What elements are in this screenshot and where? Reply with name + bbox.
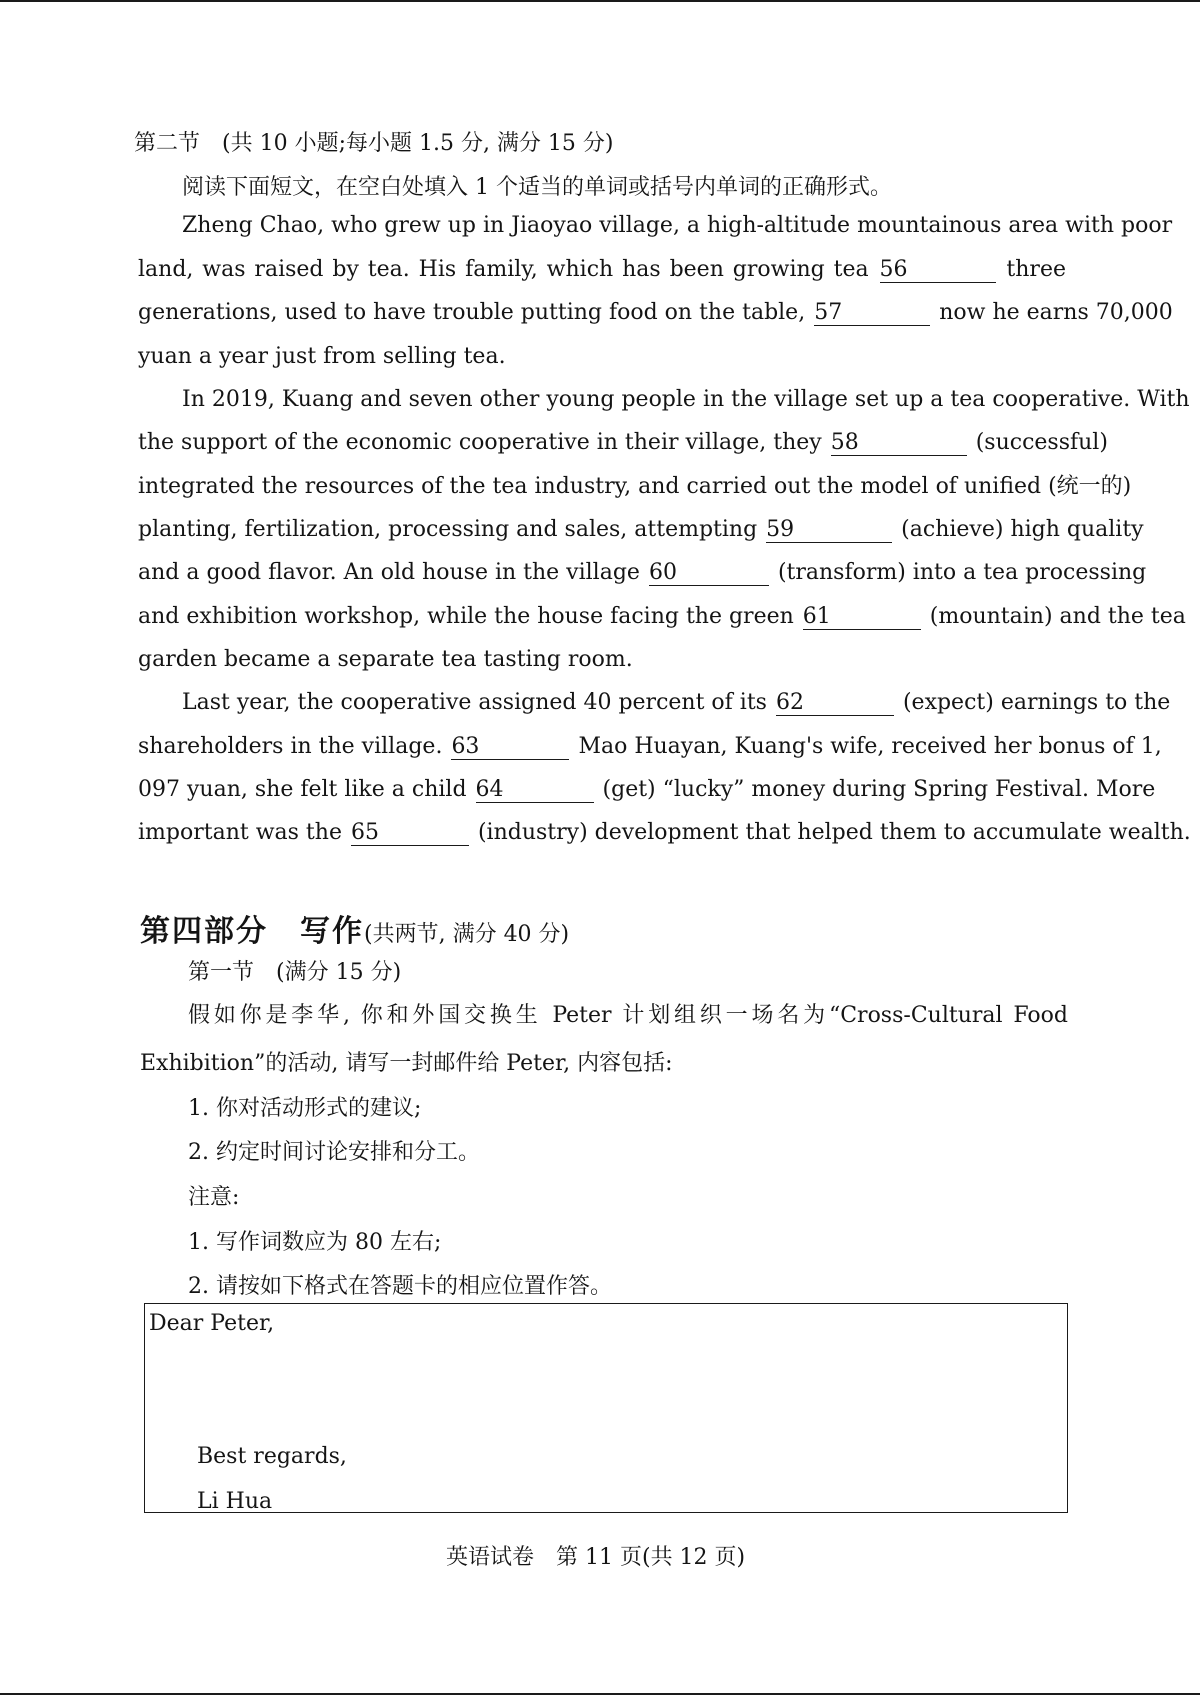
passage-text: Last year, the cooperative assigned 40 percent of its <box>182 690 767 715</box>
passage-line: yuan a year just from selling tea. <box>138 344 506 369</box>
passage-text: (expect) earnings to the <box>902 690 1171 715</box>
passage-text: shareholders in the village. <box>138 734 443 759</box>
passage-text: three <box>1006 257 1066 282</box>
top-rule <box>0 0 1200 2</box>
passage-text: and a good flavor. An old house in the village <box>138 560 640 585</box>
passage-text: (mountain) and the tea <box>929 604 1186 629</box>
passage-text: (achieve) high quality <box>901 517 1144 542</box>
letter-format-box <box>144 1303 1068 1513</box>
passage-line <box>182 688 1171 718</box>
writing-note-label: 注意: <box>188 1185 240 1210</box>
page-footer: 英语试卷 第 11 页(共 12 页) <box>446 1545 746 1570</box>
passage-line <box>138 428 1108 458</box>
passage-line <box>138 775 1156 805</box>
blank-61[interactable]: 61 <box>803 605 921 630</box>
part4-section1-heading: 第一节 (满分 15 分) <box>188 960 402 985</box>
writing-prompt-line: Exhibition”的活动, 请写一封邮件给 Peter, 内容包括: <box>140 1051 673 1076</box>
passage-line <box>138 558 1147 588</box>
passage-line <box>138 732 1162 762</box>
blank-58[interactable]: 58 <box>831 431 967 456</box>
writing-item: 1. 你对活动形式的建议; <box>188 1096 422 1121</box>
blank-62[interactable]: 62 <box>776 691 894 716</box>
passage-text: land, was raised by tea. His family, which has been growing tea <box>138 257 869 282</box>
blank-59[interactable]: 59 <box>766 518 892 543</box>
passage-line: In 2019, Kuang and seven other young people in the village set up a tea cooperative. With <box>182 387 1190 412</box>
passage-text: planting, fertilization, processing and sales, attempting <box>138 517 758 542</box>
passage-line: garden became a separate tea tasting room. <box>138 647 633 672</box>
writing-item: 2. 约定时间讨论安排和分工。 <box>188 1140 480 1165</box>
part4-title: 第四部分 写作 <box>140 914 364 949</box>
passage-text: (transform) into a tea processing <box>777 560 1147 585</box>
passage-line: Zheng Chao, who grew up in Jiaoyao village, a high-altitude mountainous area with poor <box>182 213 1173 238</box>
blank-56[interactable]: 56 <box>880 258 996 283</box>
blank-64[interactable]: 64 <box>476 778 594 803</box>
passage-line: integrated the resources of the tea industry, and carried out the model of unified (统一的) <box>138 474 1132 499</box>
passage-text: important was the <box>138 820 342 845</box>
passage-text: generations, used to have trouble putting food on the table, <box>138 300 806 325</box>
blank-57[interactable]: 57 <box>814 301 930 326</box>
passage-text: (successful) <box>975 430 1108 455</box>
bottom-rule <box>0 1693 1200 1695</box>
passage-line <box>138 602 1186 632</box>
passage-line <box>138 298 1173 328</box>
letter-signature: Li Hua <box>197 1489 273 1514</box>
passage-text: now he earns 70,000 <box>939 300 1173 325</box>
letter-greeting: Dear Peter, <box>149 1311 275 1336</box>
letter-closing: Best regards, <box>197 1444 347 1469</box>
passage-line <box>138 255 1066 285</box>
part4-heading <box>140 906 569 950</box>
passage-text: (get) “lucky” money during Spring Festival. More <box>602 777 1156 802</box>
blank-65[interactable]: 65 <box>351 821 469 846</box>
section2-instruction: 阅读下面短文，在空白处填入 1 个适当的单词或括号内单词的正确形式。 <box>182 175 892 200</box>
passage-line <box>138 818 1191 848</box>
passage-text: the support of the economic cooperative in their village, they <box>138 430 822 455</box>
part4-title-note: (共两节, 满分 40 分) <box>364 922 570 947</box>
passage-text: and exhibition workshop, while the house facing the green <box>138 604 794 629</box>
writing-note-item: 2. 请按如下格式在答题卡的相应位置作答。 <box>188 1274 612 1299</box>
blank-63[interactable]: 63 <box>451 735 569 760</box>
blank-60[interactable]: 60 <box>649 561 769 586</box>
writing-prompt-line: 假如你是李华, 你和外国交换生 Peter 计划组织一场名为“Cross-Cultural Food <box>188 1003 1068 1028</box>
passage-text: (industry) development that helped them to accumulate wealth. <box>477 820 1191 845</box>
passage-text: Mao Huayan, Kuang's wife, received her bonus of 1, <box>578 734 1162 759</box>
writing-note-item: 1. 写作词数应为 80 左右; <box>188 1230 442 1255</box>
passage-line <box>138 515 1144 545</box>
section2-heading: 第二节 (共 10 小题;每小题 1.5 分, 满分 15 分) <box>134 131 614 156</box>
passage-text: 097 yuan, she felt like a child <box>138 777 467 802</box>
